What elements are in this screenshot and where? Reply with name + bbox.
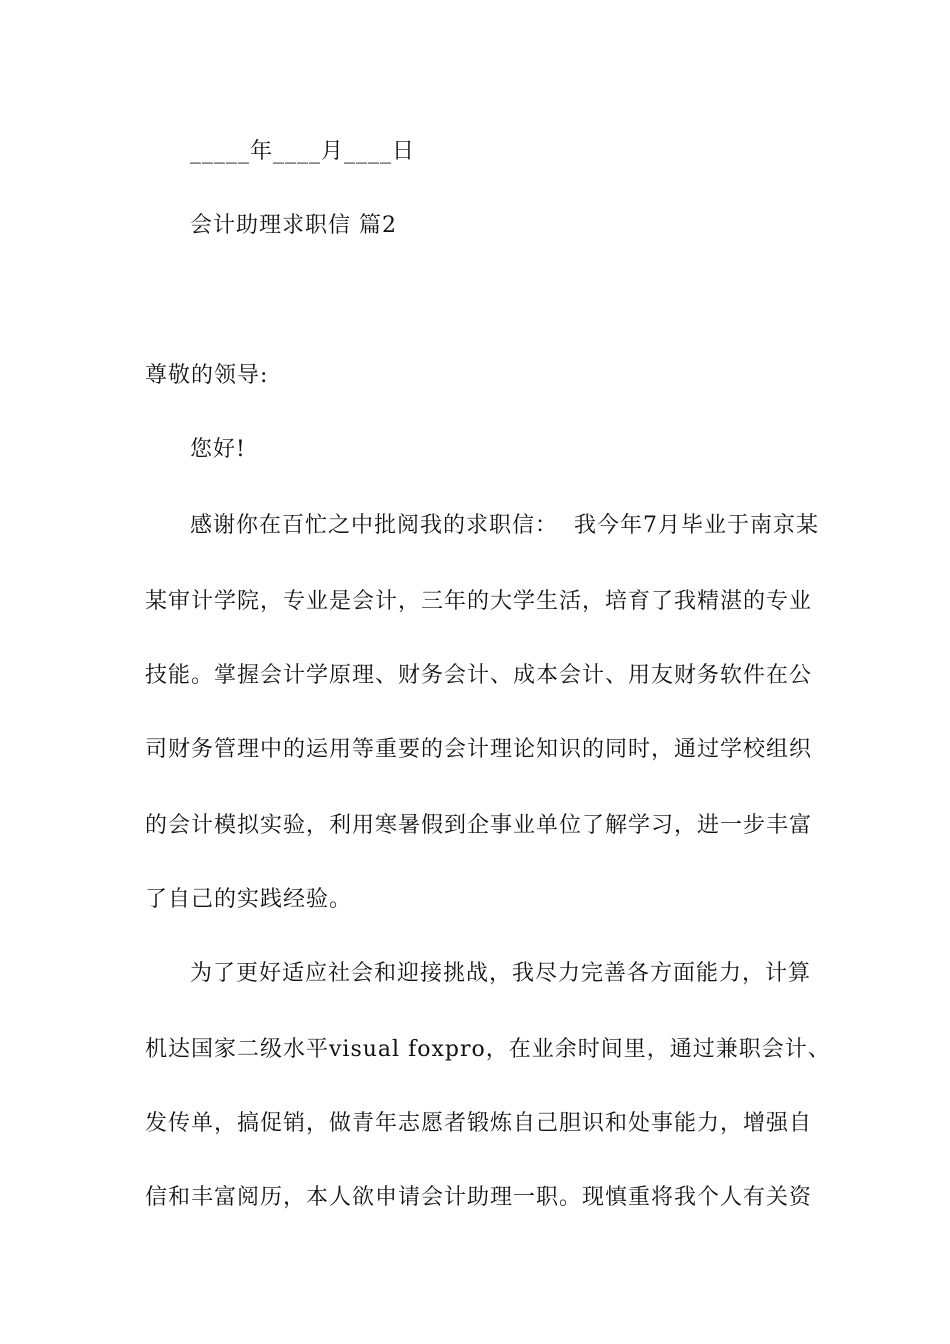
greeting: 您好! [190, 437, 246, 462]
body-line: 司财务管理中的运用等重要的会计理论知识的同时，通过学校组织 [145, 737, 813, 762]
body-line: 信和丰富阅历，本人欲申请会计助理一职。现慎重将我个人有关资 [145, 1185, 813, 1210]
salutation: 尊敬的领导: [145, 363, 269, 388]
body-line: 了自己的实践经验。 [145, 887, 353, 912]
body-line: 的会计模拟实验，利用寒暑假到企事业单位了解学习，进一步丰富 [145, 813, 813, 838]
body-line: 机达国家二级水平visual foxpro，在业余时间里，通过兼职会计、 [145, 1037, 831, 1062]
body-line: 发传单，搞促销，做青年志愿者锻炼自己胆识和处事能力，增强自 [145, 1111, 813, 1136]
body-line: 某审计学院，专业是会计，三年的大学生活，培育了我精湛的专业 [145, 589, 813, 614]
section-title: 会计助理求职信 篇2 [190, 213, 397, 238]
body-line: 为了更好适应社会和迎接挑战，我尽力完善各方面能力，计算 [190, 961, 812, 986]
body-line: 技能。掌握会计学原理、财务会计、成本会计、用友财务软件在公 [145, 663, 813, 688]
date-line: _____年____月____日 [190, 139, 416, 164]
body-line: 感谢你在百忙之中批阅我的求职信： 我今年7月毕业于南京某 [190, 513, 819, 538]
